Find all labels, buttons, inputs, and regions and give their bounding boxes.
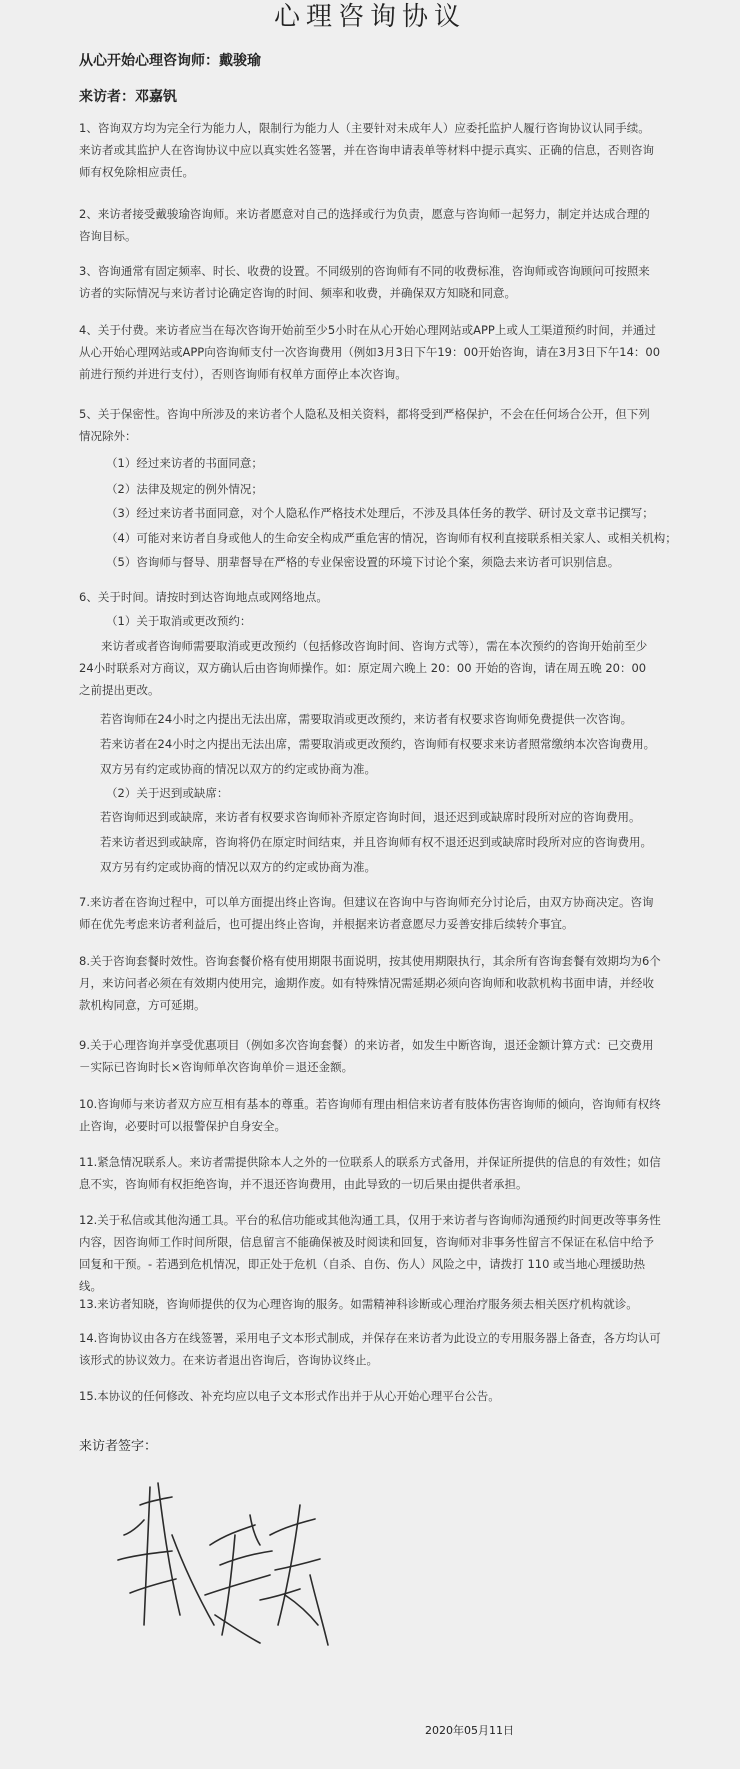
clause-6-cancel-counselor: 若咨询师在24小时之内提出无法出席，需要取消或更改预约，来访者有权要求咨询师免费提供一次咨询。: [100, 712, 633, 726]
clause-10: 10.咨询师与来访者双方应互相有基本的尊重。若咨询师有理由相信来访者有肢体伤害咨询师的倾向，咨询师有权终止咨询，必要时可以报警保护自身安全。: [79, 1097, 661, 1133]
clause-3: 3、咨询通常有固定频率、时长、收费的设置。不同级别的咨询师有不同的收费标准，咨询师或咨询顾问可按照来访者的实际情况与来访者讨论确定咨询的时间、频率和收费，并确保双方知晓和同意。: [79, 264, 650, 300]
confidentiality-exception: （4）可能对来访者自身或他人的生命安全构成严重危害的情况，咨询师有权利直接联系相关家人、或相关机构；: [106, 531, 677, 545]
clause-6-heading: 6、关于时间。请按时到达咨询地点或网络地点。: [79, 590, 328, 604]
counselor-line: 从心开始心理咨询师：戴骏瑜: [79, 53, 261, 69]
clause-5: 5、关于保密性。咨询中所涉及的来访者个人隐私及相关资料，都将受到严格保护，不会在任何场合公开，但下列情况除外：: [79, 407, 650, 443]
clause-13: 13.来访者知晓，咨询师提供的仅为心理咨询的服务。如需精神科诊断或心理治疗服务须去相关医疗机构就诊。: [79, 1297, 638, 1311]
confidentiality-exception: （2）法律及规定的例外情况；: [106, 482, 263, 496]
clause-6-cancel-client: 若来访者在24小时之内提出无法出席，需要取消或更改预约，咨询师有权要求来访者照常缴纳本次咨询费用。: [100, 737, 656, 751]
clause-1: 1、咨询双方均为完全行为能力人，限制行为能力人（主要针对未成年人）应委托监护人履行咨询协议认同手续。来访者或其监护人在咨询协议中应以真实姓名签署，并在咨询申请表单等材料中提示真实、正确的信息，否则咨询师有权免除相应责任。: [79, 121, 654, 179]
confidentiality-exception: （5）咨询师与督导、朋辈督导在严格的专业保密设置的环境下讨论个案，须隐去来访者可识别信息。: [106, 555, 620, 569]
clause-6-late-counselor: 若咨询师迟到或缺席，来访者有权要求咨询师补齐原定咨询时间，退还迟到或缺席时段所对应的咨询费用。: [100, 810, 641, 824]
confidentiality-exception: （3）经过来访者书面同意，对个人隐私作严格技术处理后，不涉及具体任务的教学、研讨及文章书记撰写；: [106, 506, 654, 520]
page-title: 心理咨询协议: [273, 2, 466, 32]
clause-12: 12.关于私信或其他沟通工具。平台的私信功能或其他沟通工具，仅用于来访者与咨询师沟通预约时间更改等事务性内容，因咨询师工作时间所限，信息留言不能确保被及时阅读和回复，咨询师对非事务性留言不保证在私信中给予回复和干预。- 若遇到危机情况，即正处于危机（自杀、自伤、伤人）风险之中，请拨打 110 或当地心理援助热线。: [79, 1213, 661, 1293]
clause-6-late-heading: （2）关于迟到或缺席：: [106, 786, 229, 800]
clause-6-cancel-heading: （1）关于取消或更改预约：: [106, 614, 252, 628]
signing-date: 2020年05月11日: [425, 1724, 514, 1737]
handwritten-signature: [110, 1475, 340, 1665]
clause-6-late-other: 双方另有约定或协商的情况以双方的约定或协商为准。: [100, 860, 376, 874]
clause-6-late-client: 若来访者迟到或缺席，咨询将仍在原定时间结束，并且咨询师有权不退还迟到或缺席时段所对应的咨询费用。: [100, 835, 652, 849]
confidentiality-exception: （1）经过来访者的书面同意；: [106, 456, 263, 470]
clause-4: 4、关于付费。来访者应当在每次咨询开始前至少5小时在从心开始心理网站或APP上或人工渠道预约时间，并通过从心开始心理网站或APP向咨询师支付一次咨询费用（例如3月3日下午19：00开始咨询，请在3月3日下午14：00前进行预约并进行支付），否则咨询师有权单方面停止本次咨询。: [79, 323, 661, 381]
clause-11: 11.紧急情况联系人。来访者需提供除本人之外的一位联系人的联系方式备用，并保证所提供的信息的有效性；如信息不实，咨询师有权拒绝咨询，并不退还咨询费用，由此导致的一切后果由提供者承担。: [79, 1155, 661, 1191]
clause-6-cancel-text: 来访者或者咨询师需要取消或更改预约（包括修改咨询时间、咨询方式等），需在本次预约的咨询开始前至少24小时联系对方商议，双方确认后由咨询师操作。如：原定周六晚上 20：00 开始的咨询，请在周五晚 20：00 之前提出更改。: [79, 639, 648, 697]
clause-9: 9.关于心理咨询并享受优惠项目（例如多次咨询套餐）的来访者，如发生中断咨询，退还金额计算方式：已交费用－实际已咨询时长×咨询师单次咨询单价＝退还金额。: [79, 1038, 654, 1074]
clause-7: 7.来访者在咨询过程中，可以单方面提出终止咨询。但建议在咨询中与咨询师充分讨论后，由双方协商决定。咨询师在优先考虑来访者利益后，也可提出终止咨询，并根据来访者意愿尽力妥善安排后续转介事宜。: [79, 895, 654, 931]
client-line: 来访者：邓嘉钒: [79, 89, 177, 105]
signature-label: 来访者签字：: [79, 1439, 158, 1454]
clause-2: 2、来访者接受戴骏瑜咨询师。来访者愿意对自己的选择或行为负责，愿意与咨询师一起努力，制定并达成合理的咨询目标。: [79, 207, 650, 243]
clause-15: 15.本协议的任何修改、补充均应以电子文本形式作出并于从心开始心理平台公告。: [79, 1389, 500, 1403]
clause-8: 8.关于咨询套餐时效性。咨询套餐价格有使用期限书面说明，按其使用期限执行，其余所有咨询套餐有效期均为6个月，来访问者必须在有效期内使用完，逾期作废。如有特殊情况需延期必须向咨询师和收款机构书面申请，并经收款机构同意，方可延期。: [79, 954, 661, 1012]
clause-6-cancel-other: 双方另有约定或协商的情况以双方的约定或协商为准。: [100, 762, 376, 776]
clause-14: 14.咨询协议由各方在线签署，采用电子文本形式制成，并保存在来访者为此设立的专用服务器上备查，各方均认可该形式的协议效力。在来访者退出咨询后，咨询协议终止。: [79, 1331, 661, 1367]
